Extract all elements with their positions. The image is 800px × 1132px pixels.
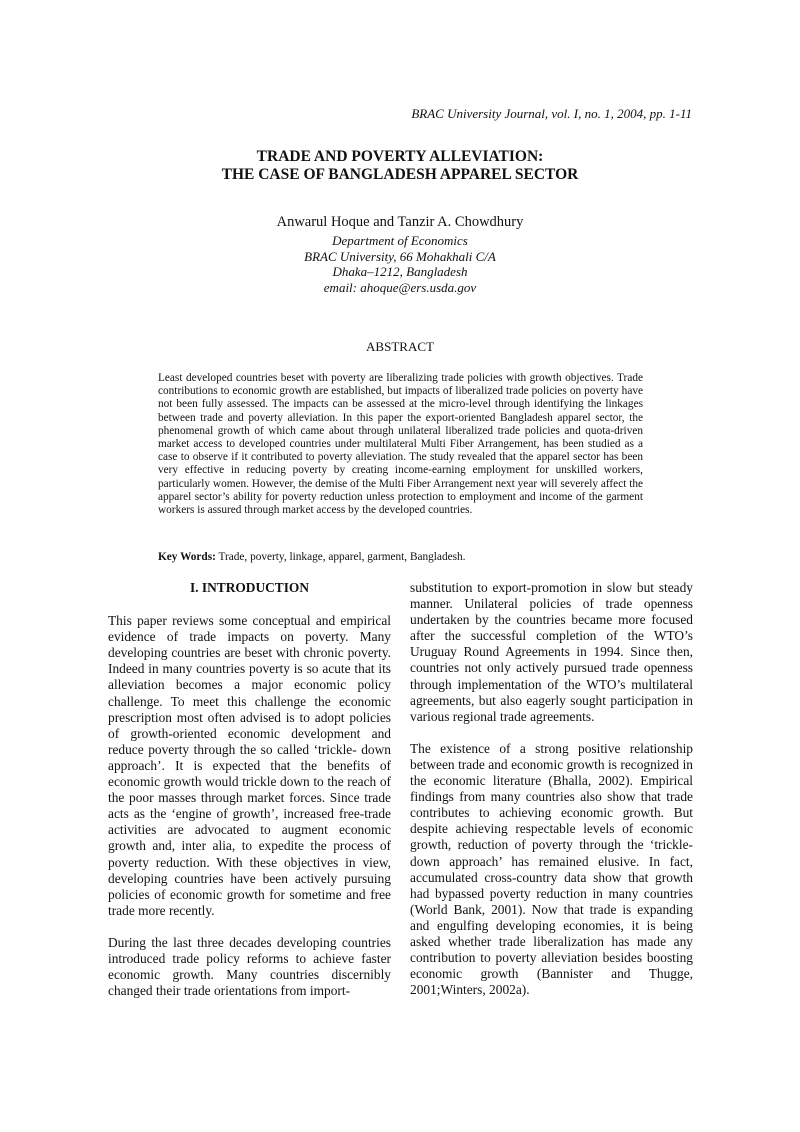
keywords-label: Key Words: <box>158 551 216 563</box>
affiliation-department: Department of Economics <box>332 233 468 248</box>
section-heading-introduction: I. INTRODUCTION <box>189 580 310 595</box>
abstract-heading: ABSTRACT <box>366 339 434 354</box>
paragraph: substitution to export-promotion in slow but steady manner. Unilateral policies of trade openness undertaken by the countries became more focused after the successful completion of the WTO’s Uruguay Round Agreements in 1994. Since then, countries not only actively pursued trade openness through implementation of the WTO’s multilateral agreements, but also eagerly sought participation in various regional trade agreements. <box>410 580 693 724</box>
paragraph: This paper reviews some conceptual and empirical evidence of trade impacts on poverty. Many developing countries are beset with chronic poverty. Indeed in many countries poverty is so acute that its alleviation becomes a major economic policy challenge. To meet this challenge the economic prescription most often advised is to adopt policies of growth-oriented economic development and reduce poverty through the so called ‘trickle- down approach’. It is expected that the benefits of economic growth would trickle down to the reach of the poor masses through market forces. Since trade acts as the ‘engine of growth’, increased free-trade activities are advocated to augment economic growth and, inter alia, to expedite the process of poverty reduction. With these objectives in view, developing countries have been actively pursuing policies of economic growth for sometime and free trade more recently. <box>108 613 391 918</box>
author-names: Anwarul Hoque and Tanzir A. Chowdhury <box>276 214 524 230</box>
paragraph: During the last three decades developing countries introduced trade policy reforms to achieve faster economic growth. Many countries discernibly changed their trade orientations from import- <box>108 934 391 999</box>
paper-title <box>0 148 800 184</box>
keywords <box>158 551 643 563</box>
author-affiliation <box>0 233 800 295</box>
affiliation-university: BRAC University, 66 Mohakhali C/A <box>304 248 496 264</box>
left-column <box>108 580 391 1015</box>
right-column <box>410 580 693 1014</box>
keywords-list: Trade, poverty, linkage, apparel, garment, Bangladesh. <box>218 551 466 563</box>
affiliation-email: email: ahoque@ers.usda.gov <box>323 279 477 295</box>
title-line-2: THE CASE OF BANGLADESH APPAREL SECTOR <box>221 166 579 183</box>
paragraph: The existence of a strong positive relationship between trade and economic growth is recognized in the economic literature (Bhalla, 2002). Empirical findings from many countries also show that trade contributes to achieving economic growth. But despite achieving respectable levels of economic growth, reduction of poverty through the ‘trickle-down approach’ has remained elusive. In fact, accumulated cross-country data show that growth had bypassed poverty reduction in many countries (World Bank, 2001). Now that trade is expanding and engulfing developing economies, it is being asked whether trade liberalization has made any contribution to poverty alleviation besides boosting economic growth (Bannister and Thugge, 2001;Winters, 2002a). <box>410 740 693 998</box>
title-line-1: TRADE AND POVERTY ALLEVIATION: <box>256 148 544 165</box>
abstract-text: Least developed countries beset with poverty are liberalizing trade policies with growth objectives. Trade contributions to economic growth are established, but impacts of liberalized trade policies on poverty have not been fully assessed. The impacts can be assessed at the micro-level through identifying the linkages between trade and poverty alleviation. In this paper the export-oriented Bangladesh apparel sector, the phenomenal growth of which came about through unilateral liberalized trade policies and quota-driven market access to developed countries under multilateral Multi Fiber Arrangement, has been studied as a case to observe if it contributed to poverty alleviation. The study revealed that the apparel sector has been very effective in reducing poverty by creating income-earning employment for unskilled workers, particularly women. However, the demise of the Multi Fiber Arrangement next year will severely affect the apparel sector’s ability for poverty reduction unless protection to employment and income of the garment workers is assured through market access by the developed countries. <box>158 372 643 517</box>
journal-citation: BRAC University Journal, vol. I, no. 1, 2004, pp. 1-11 <box>411 106 692 121</box>
affiliation-city: Dhaka–1212, Bangladesh <box>332 264 468 279</box>
